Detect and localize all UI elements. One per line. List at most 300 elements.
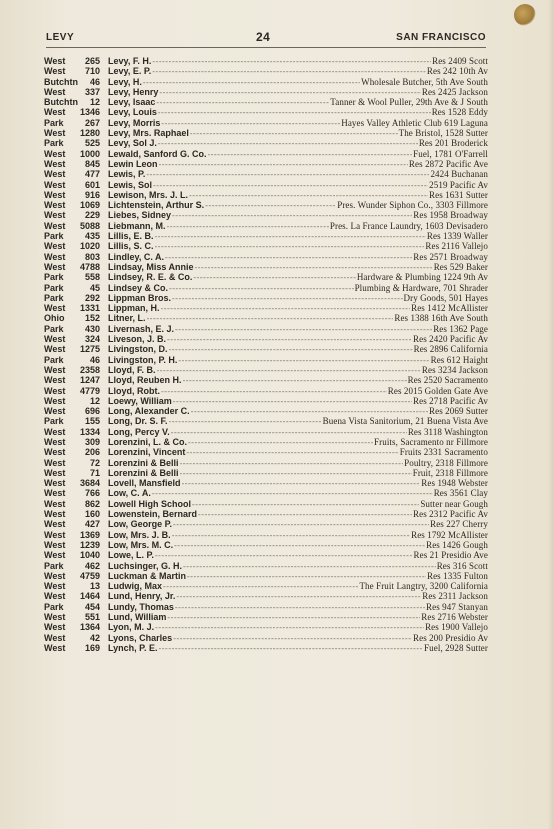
entry-address: Res 227 Cherry	[430, 519, 488, 530]
directory-entry	[44, 355, 488, 365]
dot-leader	[193, 273, 355, 283]
entry-exchange: West	[44, 426, 66, 437]
entry-number: 1464	[79, 591, 100, 602]
entry-number: 1369	[79, 529, 100, 540]
entry-exchange: Butchtn	[44, 97, 78, 108]
entry-number: 42	[89, 632, 100, 643]
entry-address: Res 2069 Sutter	[429, 406, 488, 417]
entry-name: Lorenzini, Vincent	[108, 447, 186, 458]
entry-name: Lundy, Thomas	[108, 601, 174, 612]
entry-name: Levy, Mrs. Raphael	[108, 128, 189, 139]
entry-address: Res 947 Stanyan	[426, 601, 488, 612]
entry-number: 1069	[79, 200, 100, 211]
entry-number: 46	[89, 354, 100, 365]
entry-number: 1280	[79, 128, 100, 139]
entry-number: 916	[84, 189, 100, 200]
entry-address: Res 1792 McAllister	[411, 529, 488, 540]
entry-name: Lloyd, Robt.	[108, 385, 160, 396]
entry-number: 46	[89, 76, 100, 87]
entry-exchange: West	[44, 86, 66, 97]
entry-exchange: West	[44, 447, 66, 458]
entry-name: Lloyd, F. B.	[108, 364, 156, 375]
entry-number: 862	[84, 498, 100, 509]
entry-address: Res 2116 Vallejo	[425, 241, 488, 252]
directory-entry	[44, 437, 488, 447]
entry-address: Res 529 Baker	[433, 261, 488, 272]
entry-exchange: West	[44, 189, 66, 200]
directory-entry	[44, 210, 488, 220]
dot-leader	[178, 356, 429, 366]
entry-address: Res 2425 Jackson	[421, 86, 488, 97]
entry-number: 324	[84, 334, 100, 345]
entry-exchange: West	[44, 169, 66, 180]
page-header	[46, 30, 486, 46]
entry-address: 2519 Pacific Av	[429, 179, 488, 190]
directory-entry	[44, 386, 488, 396]
entry-address: Fuel, 1781 O'Farrell	[413, 148, 488, 159]
entry-name: Liebmann, M.	[108, 220, 166, 231]
entry-exchange: West	[44, 570, 66, 581]
entry-name: Lyons, Charles	[108, 632, 173, 643]
entry-name: Low, George P.	[108, 519, 173, 530]
entry-exchange: West	[44, 436, 66, 447]
directory-entry	[44, 169, 488, 179]
entry-address: Res 3118 Washington	[407, 426, 488, 437]
entry-exchange: Butchtn	[44, 76, 78, 87]
directory-entry	[44, 571, 488, 581]
entry-number: 169	[84, 642, 100, 653]
entry-address: Sutter near Gough	[420, 498, 488, 509]
entry-number: 337	[84, 86, 100, 97]
entry-number: 206	[84, 447, 100, 458]
entry-number: 309	[84, 436, 100, 447]
dot-leader	[167, 335, 412, 345]
directory-entry	[44, 550, 488, 560]
directory-entry	[44, 87, 488, 97]
header-rule	[46, 47, 486, 48]
dot-leader	[183, 562, 436, 572]
dot-leader	[174, 541, 425, 551]
entry-address: Res 1426 Gough	[426, 539, 488, 550]
directory-entry	[44, 406, 488, 416]
entry-number: 2358	[79, 364, 100, 375]
entry-number: 525	[84, 138, 100, 149]
entry-address: Res 1948 Webster	[421, 478, 488, 489]
directory-entry	[44, 159, 488, 169]
entry-exchange: Park	[44, 231, 64, 242]
entry-number: 4779	[79, 385, 100, 396]
entry-address: Fruit, 2318 Fillmore	[412, 467, 488, 478]
entry-name: Luchsinger, G. H.	[108, 560, 183, 571]
entry-exchange: West	[44, 56, 66, 66]
entry-name: Lorenzini, L. & Co.	[108, 436, 187, 447]
directory-entry	[44, 293, 488, 303]
entry-number: 477	[84, 169, 100, 180]
entry-number: 12	[89, 395, 100, 406]
entry-number: 1247	[79, 375, 100, 386]
entry-name: Long, Alexander C.	[108, 406, 190, 417]
entry-name: Long, Dr. S. F.	[108, 416, 168, 427]
entry-exchange: West	[44, 622, 66, 633]
entry-number: 4759	[79, 570, 100, 581]
dot-leader	[155, 623, 424, 633]
entry-name: Lorenzini & Belli	[108, 467, 179, 478]
directory-entry	[44, 221, 488, 231]
entry-address: Res 2718 Pacific Av	[413, 395, 488, 406]
entry-address: Res 1362 Page	[433, 323, 488, 334]
entry-name: Lowe, L. P.	[108, 550, 154, 561]
directory-entry	[44, 468, 488, 478]
entry-name: Levy, F. H.	[108, 56, 152, 66]
entry-address: Res 2520 Sacramento	[407, 375, 488, 386]
entry-exchange: Park	[44, 282, 64, 293]
entry-exchange: West	[44, 107, 66, 118]
entry-exchange: West	[44, 210, 66, 221]
entry-address: Res 316 Scott	[436, 560, 488, 571]
entry-number: 845	[84, 158, 100, 169]
entry-exchange: West	[44, 303, 66, 314]
entry-exchange: West	[44, 375, 66, 386]
entry-number: 696	[84, 406, 100, 417]
entry-name: Low, C. A.	[108, 488, 151, 499]
entry-number: 1239	[79, 539, 100, 550]
dot-leader	[152, 57, 431, 67]
directory-entry	[44, 200, 488, 210]
dot-leader	[167, 613, 420, 623]
entry-address: Buena Vista Sanitorium, 21 Buena Vista Ave	[322, 416, 488, 427]
entry-name: Liebes, Sidney	[108, 210, 172, 221]
entry-exchange: West	[44, 550, 66, 561]
dot-leader	[180, 459, 404, 469]
entry-name: Luckman & Martin	[108, 570, 187, 581]
entry-name: Lippman Bros.	[108, 292, 172, 303]
dot-leader	[186, 448, 398, 458]
entry-number: 427	[84, 519, 100, 530]
entry-number: 155	[84, 416, 100, 427]
entry-exchange: West	[44, 179, 66, 190]
entry-exchange: Park	[44, 560, 64, 571]
entry-address: Pres. La France Laundry, 1603 Devisadero	[329, 220, 488, 231]
entry-exchange: West	[44, 158, 66, 169]
entry-exchange: West	[44, 457, 66, 468]
entry-number: 292	[84, 292, 100, 303]
entry-name: Lyon, M. J.	[108, 622, 155, 633]
directory-entry	[44, 519, 488, 529]
directory-entry	[44, 499, 488, 509]
directory-entry	[44, 303, 488, 313]
entry-name: Lowenstein, Bernard	[108, 509, 198, 520]
directory-entry	[44, 591, 488, 601]
entry-address: Hardware & Plumbing 1224 9th Av	[356, 272, 488, 283]
directory-entry	[44, 344, 488, 354]
entry-exchange: West	[44, 385, 66, 396]
entry-name: Lynch, P. E.	[108, 642, 158, 653]
dot-leader	[171, 428, 407, 438]
entry-address: The Bristol, 1528 Sutter	[398, 128, 488, 139]
entry-address: Res 3234 Jackson	[421, 364, 488, 375]
entry-address: Res 1528 Eddy	[431, 107, 488, 118]
entry-address: Res 2420 Pacific Av	[413, 334, 488, 345]
entry-address: The Fruit Langtry, 3200 California	[359, 581, 488, 592]
entry-address: Wholesale Butcher, 5th Ave South	[361, 76, 488, 87]
entry-address: Res 200 Presidio Av	[413, 632, 488, 643]
dot-leader	[188, 438, 373, 448]
directory-entry	[44, 262, 488, 272]
entry-address: Res 3561 Clay	[433, 488, 488, 499]
entry-exchange: West	[44, 642, 66, 653]
entry-number: 160	[84, 509, 100, 520]
entry-number: 229	[84, 210, 100, 221]
dot-leader	[156, 98, 329, 108]
entry-name: Lindley, C. A.	[108, 251, 165, 262]
dot-leader	[161, 304, 411, 314]
entry-name: Litner, L.	[108, 313, 146, 324]
directory-entry	[44, 180, 488, 190]
entry-exchange: West	[44, 66, 66, 77]
directory-entry	[44, 128, 488, 138]
directory-entry	[44, 622, 488, 632]
entry-number: 3684	[79, 478, 100, 489]
entry-address: Res 1339 Waller	[426, 231, 488, 242]
entry-exchange: Park	[44, 601, 64, 612]
entry-name: Lindsey & Co.	[108, 282, 169, 293]
entry-name: Lloyd, Reuben H.	[108, 375, 182, 386]
entry-name: Lovell, Mansfield	[108, 478, 181, 489]
dot-leader	[172, 531, 410, 541]
entry-exchange: West	[44, 261, 66, 272]
directory-entry	[44, 509, 488, 519]
entry-name: Levy, Isaac	[108, 97, 156, 108]
entry-address: Res 1958 Broadway	[413, 210, 488, 221]
entry-number: 454	[84, 601, 100, 612]
entry-address: Res 2312 Pacific Av	[413, 509, 488, 520]
entry-address: Res 1900 Vallejo	[425, 622, 488, 633]
entry-exchange: West	[44, 539, 66, 550]
directory-entry	[44, 324, 488, 334]
entry-address: Fruits 2331 Sacramento	[399, 447, 488, 458]
directory-entry	[44, 313, 488, 323]
dot-leader	[159, 644, 424, 654]
entry-number: 1331	[79, 303, 100, 314]
entry-number: 1346	[79, 107, 100, 118]
entry-name: Lewison, Mrs. J. L.	[108, 189, 189, 200]
dot-leader	[163, 582, 358, 592]
directory-entry	[44, 66, 488, 76]
entry-number: 72	[89, 457, 100, 468]
binding-tie	[514, 4, 536, 26]
entry-exchange: West	[44, 344, 66, 355]
dot-leader	[155, 551, 413, 561]
directory-entry	[44, 561, 488, 571]
directory-entry	[44, 375, 488, 385]
entry-address: Plumbing & Hardware, 701 Shrader	[354, 282, 488, 293]
entry-name: Lillis, E. B.	[108, 231, 154, 242]
entry-name: Lichtenstein, Arthur S.	[108, 200, 205, 211]
header-city: SAN FRANCISCO	[396, 32, 486, 43]
dot-leader	[176, 592, 421, 602]
entry-name: Low, Mrs. J. B.	[108, 529, 171, 540]
dot-leader	[155, 232, 426, 242]
entry-address: Fuel, 2928 Sutter	[424, 642, 488, 653]
directory-entry	[44, 540, 488, 550]
entry-address: Res 242 10th Av	[426, 66, 488, 77]
dot-leader	[198, 510, 412, 520]
entry-number: 1040	[79, 550, 100, 561]
directory-entry	[44, 272, 488, 282]
entry-exchange: West	[44, 220, 66, 231]
directory-entry	[44, 334, 488, 344]
directory-listing	[44, 56, 488, 653]
entry-name: Levy, H.	[108, 76, 142, 87]
directory-entry	[44, 396, 488, 406]
directory-entry	[44, 283, 488, 293]
entry-name: Levy, Louis	[108, 107, 157, 118]
entry-exchange: West	[44, 478, 66, 489]
dot-leader	[190, 129, 398, 139]
directory-entry	[44, 427, 488, 437]
dot-leader	[161, 387, 387, 397]
dot-leader	[208, 150, 413, 160]
directory-entry	[44, 190, 488, 200]
entry-number: 1334	[79, 426, 100, 437]
page-number: 24	[256, 30, 271, 44]
entry-number: 430	[84, 323, 100, 334]
entry-name: Levy, E. P.	[108, 66, 152, 77]
entry-address: Res 21 Presidio Ave	[413, 550, 488, 561]
entry-number: 45	[89, 282, 100, 293]
entry-number: 12	[89, 97, 100, 108]
entry-number: 71	[89, 467, 100, 478]
entry-exchange: West	[44, 395, 66, 406]
entry-name: Lillis, S. C.	[108, 241, 154, 252]
entry-exchange: West	[44, 529, 66, 540]
entry-address: Pres. Wunder Siphon Co., 3303 Fillmore	[337, 200, 488, 211]
entry-number: 13	[89, 581, 100, 592]
entry-name: Levy, Sol J.	[108, 138, 157, 149]
dot-leader	[180, 469, 412, 479]
entry-name: Lund, Henry, Jr.	[108, 591, 176, 602]
entry-name: Low, Mrs. M. C.	[108, 539, 174, 550]
entry-address: 2424 Buchanan	[430, 169, 488, 180]
dot-leader	[153, 181, 428, 191]
entry-name: Lewald, Sanford G. Co.	[108, 148, 207, 159]
entry-address: Res 612 Haight	[430, 354, 488, 365]
entry-name: Lewis, P.	[108, 169, 146, 180]
dot-leader	[157, 366, 421, 376]
entry-name: Levy, Morris	[108, 117, 161, 128]
entry-number: 766	[84, 488, 100, 499]
entry-address: Res 1388 16th Ave South	[394, 313, 488, 324]
entry-exchange: West	[44, 467, 66, 478]
entry-exchange: West	[44, 612, 66, 623]
dot-leader	[167, 222, 329, 232]
entry-exchange: Park	[44, 117, 64, 128]
entry-exchange: West	[44, 509, 66, 520]
entry-exchange: Park	[44, 138, 64, 149]
dot-leader	[169, 417, 322, 427]
entry-address: Fruits, Sacramento nr Fillmore	[374, 436, 488, 447]
entry-name: Lowell High School	[108, 498, 191, 509]
entry-exchange: West	[44, 251, 66, 262]
entry-number: 5088	[79, 220, 100, 231]
entry-name: Lindsey, R. E. & Co.	[108, 272, 193, 283]
entry-name: Lund, William	[108, 612, 167, 623]
entry-name: Ludwig, Max	[108, 581, 162, 592]
entry-exchange: West	[44, 581, 66, 592]
directory-entry	[44, 252, 488, 262]
entry-exchange: Park	[44, 323, 64, 334]
entry-number: 558	[84, 272, 100, 283]
dot-leader	[192, 500, 419, 510]
dot-leader	[182, 479, 421, 489]
directory-entry	[44, 56, 488, 66]
entry-number: 1275	[79, 344, 100, 355]
directory-entry	[44, 149, 488, 159]
entry-exchange: Ohio	[44, 313, 65, 324]
directory-entry	[44, 231, 488, 241]
entry-number: 462	[84, 560, 100, 571]
entry-number: 152	[84, 313, 100, 324]
dot-leader	[165, 253, 412, 263]
page-edge	[548, 0, 554, 829]
entry-number: 803	[84, 251, 100, 262]
entry-name: Lorenzini & Belli	[108, 457, 179, 468]
dot-leader	[173, 397, 412, 407]
directory-entry	[44, 97, 488, 107]
entry-address: Hayes Valley Athletic Club 619 Laguna	[341, 117, 488, 128]
directory-entry	[44, 138, 488, 148]
dot-leader	[173, 634, 412, 644]
entry-exchange: Park	[44, 292, 64, 303]
entry-exchange: West	[44, 241, 66, 252]
dot-leader	[173, 520, 429, 530]
entry-number: 601	[84, 179, 100, 190]
entry-exchange: West	[44, 519, 66, 530]
entry-exchange: West	[44, 148, 66, 159]
entry-name: Lippman, H.	[108, 303, 160, 314]
entry-exchange: West	[44, 200, 66, 211]
entry-number: 265	[84, 56, 100, 66]
dot-leader	[172, 294, 402, 304]
entry-exchange: West	[44, 632, 66, 643]
entry-address: Poultry, 2318 Fillmore	[404, 457, 488, 468]
entry-number: 1000	[79, 148, 100, 159]
dot-leader	[175, 603, 425, 613]
directory-entry	[44, 118, 488, 128]
entry-exchange: Park	[44, 272, 64, 283]
entry-exchange: West	[44, 128, 66, 139]
header-section-name: LEVY	[46, 32, 75, 43]
entry-name: Levy, Henry	[108, 86, 159, 97]
entry-address: Res 2311 Jackson	[422, 591, 488, 602]
entry-address: Res 2716 Webster	[421, 612, 488, 623]
entry-name: Long, Percy V.	[108, 426, 170, 437]
entry-name: Livernash, E. J.	[108, 323, 175, 334]
dot-leader	[146, 170, 429, 180]
dot-leader	[205, 201, 336, 211]
entry-exchange: West	[44, 364, 66, 375]
dot-leader	[155, 242, 425, 252]
directory-entry	[44, 643, 488, 653]
entry-address: Res 2015 Golden Gate Ave	[387, 385, 488, 396]
directory-entry	[44, 530, 488, 540]
entry-exchange: West	[44, 591, 66, 602]
directory-entry	[44, 365, 488, 375]
entry-name: Livingston, P. H.	[108, 354, 178, 365]
dot-leader	[159, 160, 408, 170]
entry-address: Res 1631 Sutter	[429, 189, 488, 200]
dot-leader	[175, 325, 432, 335]
